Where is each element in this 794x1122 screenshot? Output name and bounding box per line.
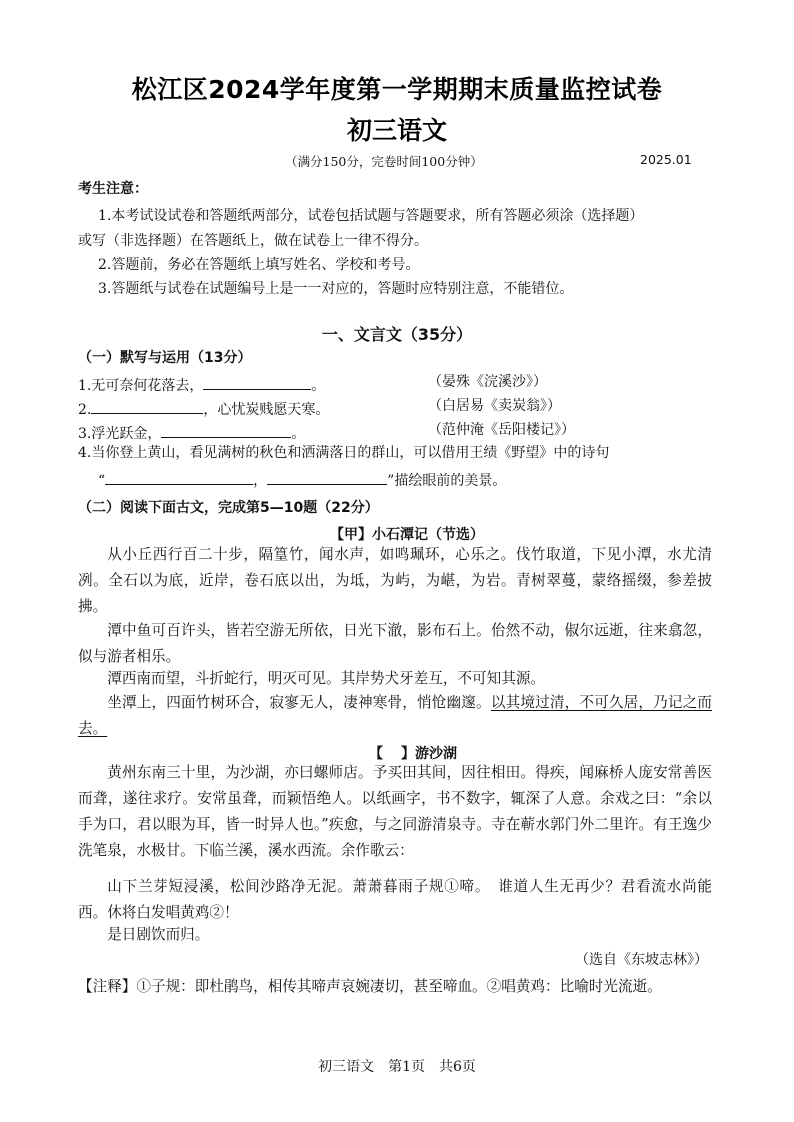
notice-item-1-line-2: 或写（非选择题）在答题纸上，做在试卷上一律不得分。 [78,233,428,249]
exam-date: 2025.01 [640,152,692,167]
answer-blank-1[interactable] [203,375,311,390]
passage-b-ending: 是日剧饮而归。 [107,926,210,943]
question-4-line-1: 4.当你登上黄山，看见满树的秋色和洒满落日的群山，可以借用王绩《野望》中的诗句 [78,445,610,461]
question-3 [78,423,305,441]
question-4-close: ”描绘眼前的美景。 [387,473,507,489]
question-3-text: 3.浮光跃金， [78,426,162,442]
passage-a-p4-text: 坐潭上，四面竹树环合，寂寥无人，凄神寒骨，悄怆幽邃。 [107,694,491,711]
exam-title: 松江区2024学年度第一学期期末质量监控试卷 [131,75,663,104]
part-1-heading: （一）默写与运用（13分） [78,350,252,366]
question-1-source: （晏殊《浣溪沙》） [428,374,547,390]
answer-blank-2[interactable] [91,399,203,414]
answer-blank-4b[interactable] [267,470,387,485]
question-1-text: 1.无可奈何花落去， [78,378,204,394]
question-3-source: （范仲淹《岳阳楼记》） [428,422,575,438]
question-2-source: （白居易《卖炭翁》） [428,398,561,414]
passage-a-paragraph-1: 从小丘西行百二十步，隔篁竹，闻水声，如鸣珮环，心乐之。伐竹取道，下见小潭，水尤清冽。全石以为底，近岸，卷石底以出，为坻，为屿，为嵁，为岩。青树翠蔓，蒙络摇缀，参差披拂。 [78,546,712,615]
annotations: 【注释】①子规：即杜鹃鸟，相传其啼声哀婉凄切，甚至啼血。②唱黄鸡：比喻时光流逝。 [78,978,662,995]
passage-b-paragraph-1: 黄州东南三十里，为沙湖，亦曰螺师店。予买田其间，因往相田。得疾，闻麻桥人庞安常善医而聋，遂往求疗。安常虽聋，而颖悟绝人。以纸画字，书不数字，辄深了人意。余戏之曰：“余以手为口，君以眼为耳，皆一时异人也。”疾愈，与之同游清泉寺。寺在蕲水郭门外二里许。有王逸少洗笔泉，水极甘。下临兰溪，溪水西流。余作歌云： [78,764,712,859]
answer-blank-3[interactable] [161,423,291,438]
notice-item-1-line-1: 1.本考试设试卷和答题纸两部分，试卷包括试题与答题要求，所有答题必须涂（选择题） [98,208,644,224]
passage-a-paragraph-3: 潭西南而望，斗折蛇行，明灭可见。其岸势犬牙差互，不可知其源。 [107,670,546,687]
question-3-end: 。 [291,426,306,442]
passage-a-title: 【甲】小石潭记（节选） [330,527,484,543]
passage-b-poem: 山下兰芽短浸溪，松间沙路净无泥。萧萧暮雨子规①啼。 谁道人生无再少？君看流水尚能西。休将白发唱黄鸡②！ [78,878,712,921]
part-2-heading: （二）阅读下面古文，完成第5—10题（22分） [78,500,379,516]
section-1-title: 一、文言文（35分） [321,325,473,344]
question-2-number: 2. [78,402,92,418]
question-2 [78,399,329,417]
passage-a-paragraph-4 [78,690,712,742]
question-4-line-2 [98,470,506,488]
passage-a-p4-underlined: 以其境过清，不可久居，乃记之而去。 [78,694,712,737]
notice-item-2: 2.答题前，务必在答题纸上填写姓名、学校和考号。 [98,257,420,273]
answer-blank-4a[interactable] [105,470,253,485]
question-4-open-quote: “ [98,473,106,489]
passage-b-bracket-open: 【 [369,746,383,762]
exam-info: （满分150分，完卷时间100分钟） [285,154,483,169]
passage-a-paragraph-2: 潭中鱼可百许头，皆若空游无所依，日光下澈，影布石上。佁然不动，俶尔远逝，往来翕忽，似与游者相乐。 [78,622,712,665]
passage-b-source: （选自《东坡志林》） [575,952,708,968]
question-1 [78,375,325,393]
notice-item-3: 3.答题纸与试卷在试题编号上是一一对应的，答题时应特别注意，不能错位。 [98,281,574,297]
question-1-end: 。 [311,378,326,394]
passage-b-title-text: 】游沙湖 [401,746,457,762]
notice-heading: 考生注意： [78,181,148,197]
question-4-comma: ， [253,473,268,489]
page-footer: 初三语文 第1页 共6页 [318,1059,476,1075]
question-2-text: ，心忧炭贱愿天寒。 [203,402,330,418]
exam-subject: 初三语文 [346,116,447,145]
